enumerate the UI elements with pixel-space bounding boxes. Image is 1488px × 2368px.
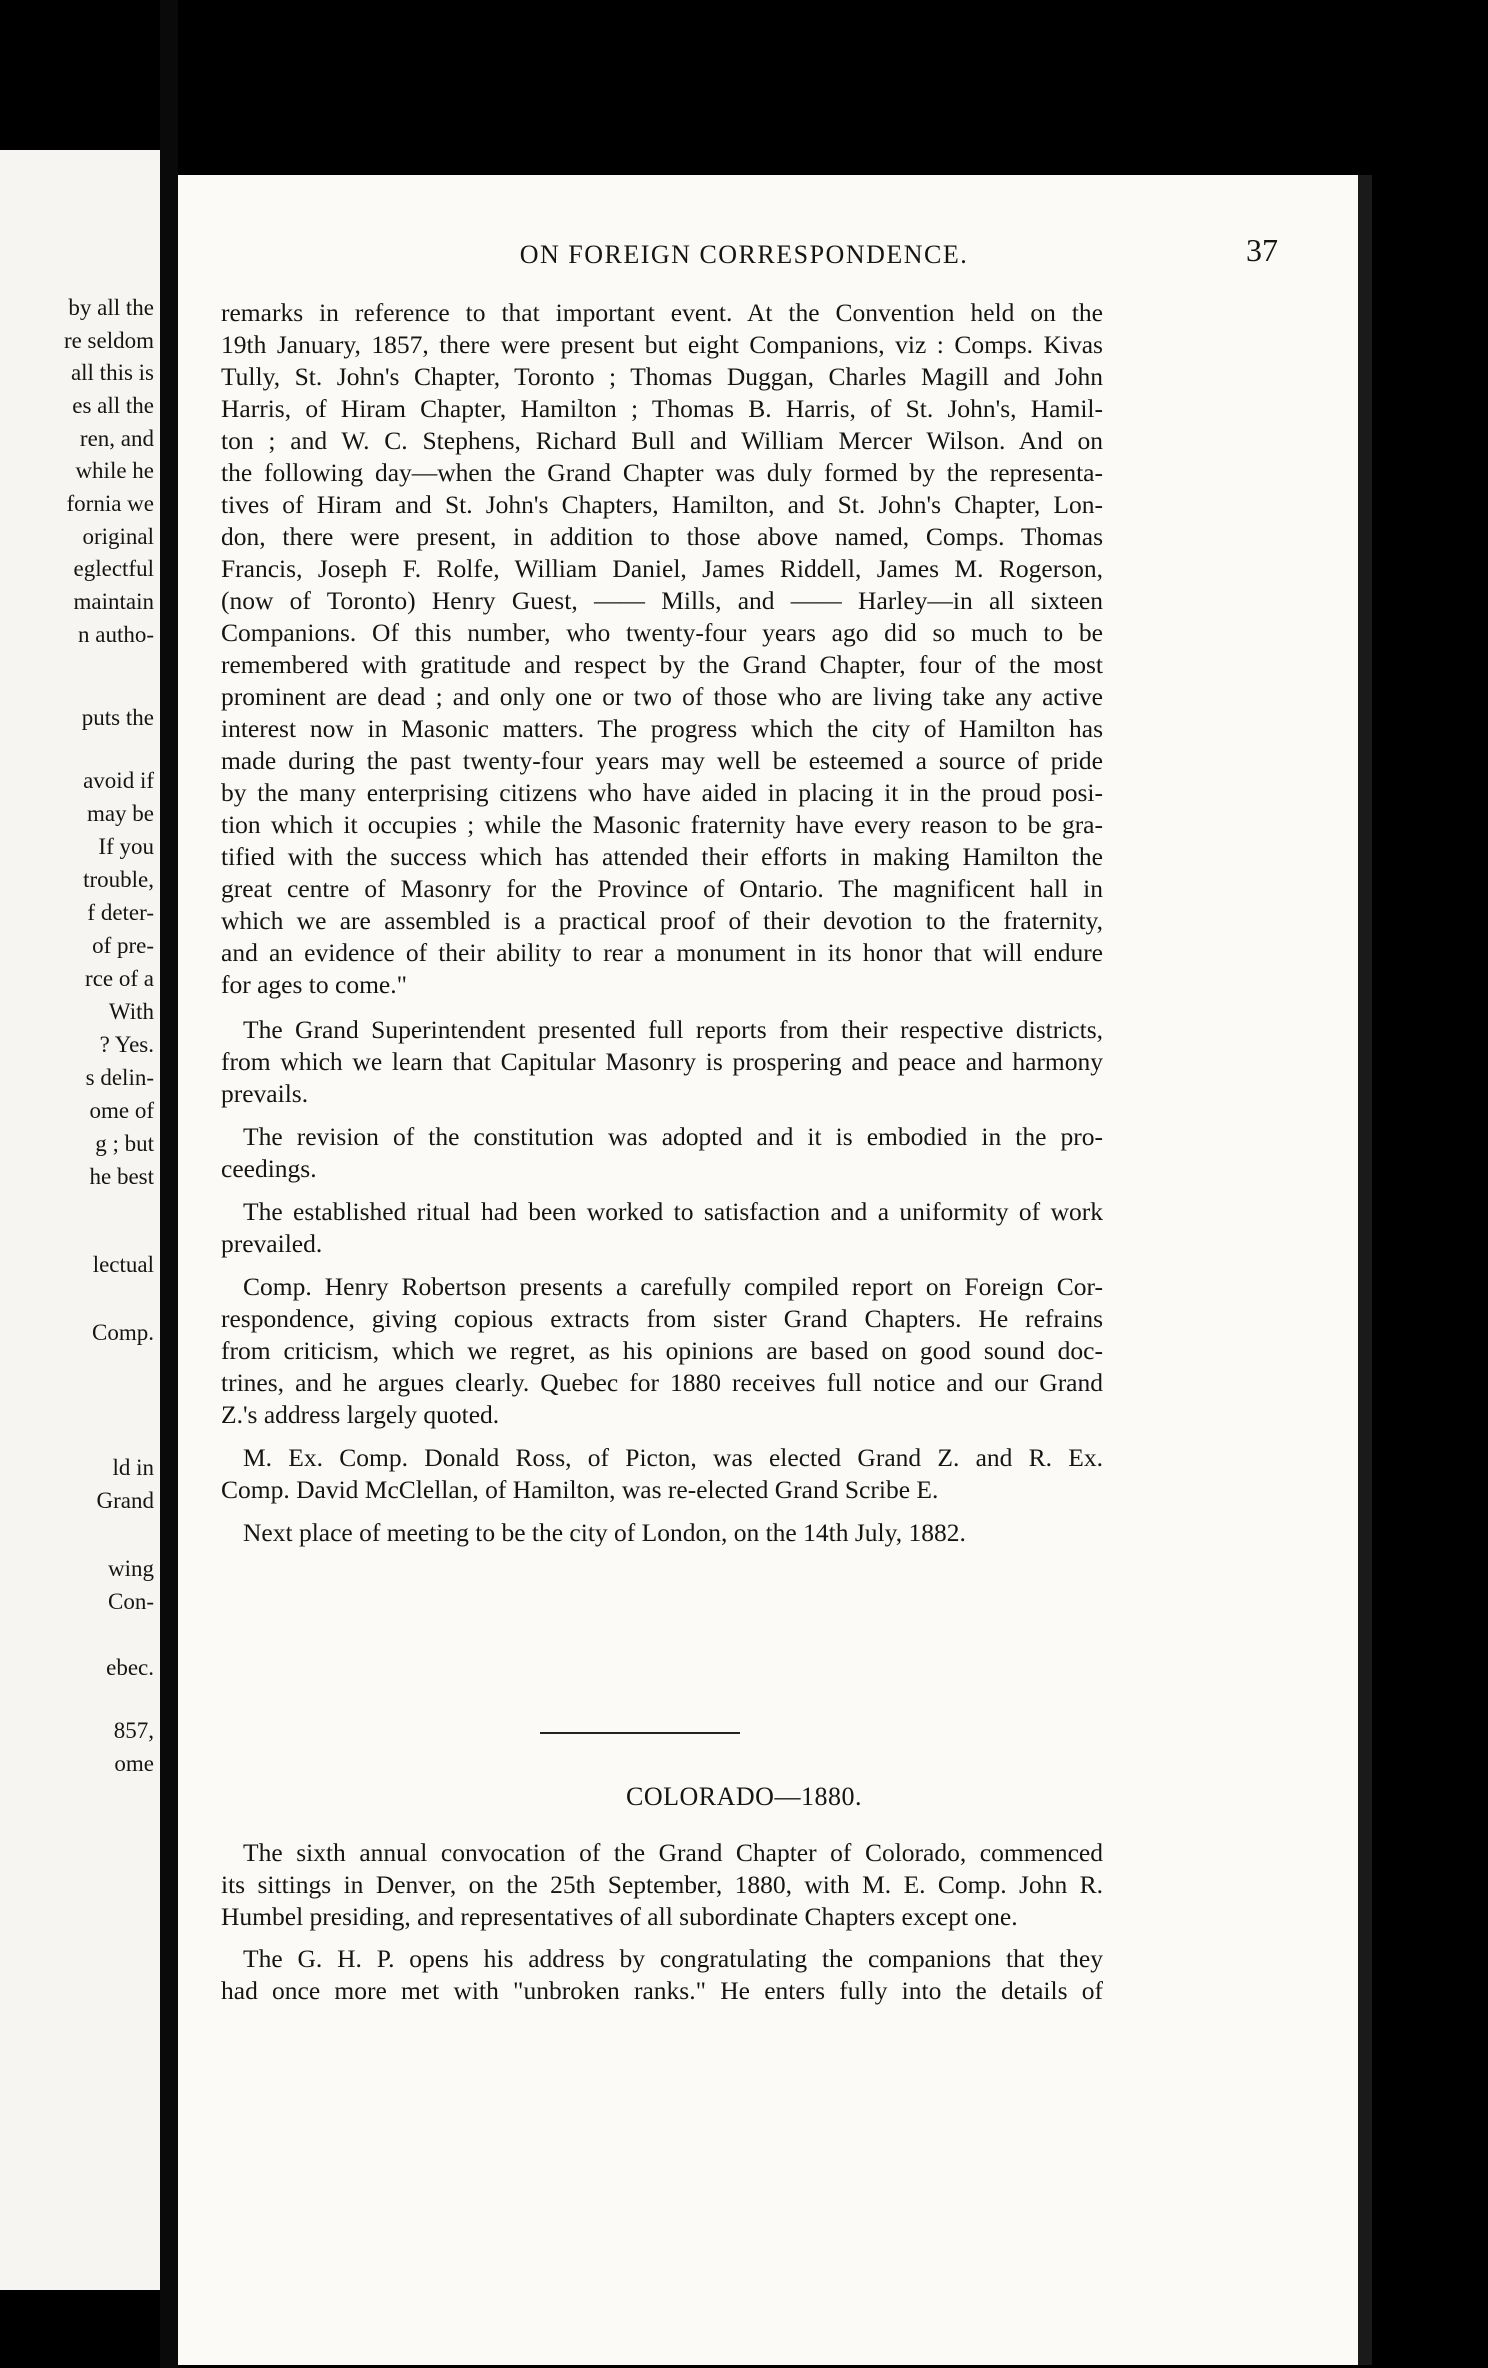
left-page-line: may be xyxy=(86,801,154,826)
body-text-line: from criticism, which we regret, as his opinions are based on good sound doc- xyxy=(221,1336,1103,1365)
body-text-line: M. Ex. Comp. Donald Ross, of Picton, was elected Grand Z. and R. Ex. xyxy=(243,1443,1103,1472)
body-text-line: Tully, St. John's Chapter, Toronto ; Thomas Duggan, Charles Magill and John xyxy=(221,362,1103,391)
body-text-line: Harris, of Hiram Chapter, Hamilton ; Thomas B. Harris, of St. John's, Hamil- xyxy=(221,394,1103,423)
left-page-line: Con- xyxy=(108,1589,154,1614)
body-text-line: and an evidence of their ability to rear a monument in its honor that will endure xyxy=(221,938,1103,967)
left-page-line: all this is xyxy=(70,360,154,385)
body-text-line: trines, and he argues clearly. Quebec for 1880 receives full notice and our Grand xyxy=(221,1368,1103,1397)
left-page-line: of pre- xyxy=(92,933,154,958)
body-text-line: The Grand Superintendent presented full reports from their respective districts, xyxy=(243,1015,1103,1044)
body-text-line: for ages to come." xyxy=(221,970,408,999)
body-text-line: (now of Toronto) Henry Guest, —— Mills, and —— Harley—in all sixteen xyxy=(221,586,1103,615)
body-text-line: The revision of the constitution was adopted and it is embodied in the pro- xyxy=(243,1122,1103,1151)
body-text-line: interest now in Masonic matters. The progress which the city of Hamilton has xyxy=(221,714,1103,743)
body-text-line: made during the past twenty-four years may well be esteemed a source of pride xyxy=(221,746,1103,775)
body-text-line: ton ; and W. C. Stephens, Richard Bull and William Mercer Wilson. And on xyxy=(221,426,1103,455)
body-text-line: prevails. xyxy=(221,1079,309,1108)
left-page-line: lectual xyxy=(92,1252,154,1277)
left-page-line: es all the xyxy=(72,393,154,418)
body-text-line: Companions. Of this number, who twenty-four years ago did so much to be xyxy=(221,618,1103,647)
running-head: ON FOREIGN CORRESPONDENCE. xyxy=(519,240,969,269)
left-page-line: wing xyxy=(108,1556,154,1581)
body-text-line: tion which it occupies ; while the Masonic fraternity have every reason to be gra- xyxy=(221,810,1103,839)
left-page-line: fornia we xyxy=(66,491,154,516)
body-text-line: 19th January, 1857, there were present but eight Companions, viz : Comps. Kivas xyxy=(221,330,1103,359)
body-text-line: Humbel presiding, and representatives of all subordinate Chapters except one. xyxy=(221,1902,1018,1931)
body-text-line: Comp. David McClellan, of Hamilton, was re-elected Grand Scribe E. xyxy=(221,1475,939,1504)
body-text-line: tified with the success which has attended their efforts in making Hamilton the xyxy=(221,842,1103,871)
left-page-line: maintain xyxy=(73,589,154,614)
left-page-line: g ; but xyxy=(95,1131,154,1156)
section-divider xyxy=(540,1732,740,1734)
body-text-line: Comp. Henry Robertson presents a carefully compiled report on Foreign Cor- xyxy=(243,1272,1103,1301)
body-text-line: the following day—when the Grand Chapter was duly formed by the representa- xyxy=(221,458,1103,487)
section-heading: COLORADO—1880. xyxy=(626,1782,862,1811)
body-text-line: tives of Hiram and St. John's Chapters, Hamilton, and St. John's Chapter, Lon- xyxy=(221,490,1103,519)
left-page-line: puts the xyxy=(81,705,154,730)
left-page-line: s delin- xyxy=(85,1065,154,1090)
page-number: 37 xyxy=(1246,232,1278,268)
body-text-line: The established ritual had been worked to satisfaction and a uniformity of work xyxy=(243,1197,1103,1226)
previous-page-fragment xyxy=(0,150,160,2290)
page-edge-shadow xyxy=(1358,175,1372,2365)
body-text-line: ceedings. xyxy=(221,1154,317,1183)
body-text-line: Z.'s address largely quoted. xyxy=(221,1400,500,1429)
left-page-line: Grand xyxy=(96,1488,154,1513)
body-text-line: from which we learn that Capitular Masonry is prospering and peace and harmony xyxy=(221,1047,1103,1076)
left-page-line: while he xyxy=(75,458,154,483)
left-page-line: 857, xyxy=(113,1718,154,1743)
body-text-line: its sittings in Denver, on the 25th September, 1880, with M. E. Comp. John R. xyxy=(221,1870,1103,1899)
body-text-line: prevailed. xyxy=(221,1229,323,1258)
left-page-line: ld in xyxy=(112,1455,154,1480)
left-page-line: ren, and xyxy=(79,426,154,451)
left-page-line: f deter- xyxy=(87,900,154,925)
body-text-line: The G. H. P. opens his address by congratulating the companions that they xyxy=(243,1944,1103,1973)
left-page-line: avoid if xyxy=(83,768,154,793)
body-text-line: respondence, giving copious extracts from sister Grand Chapters. He refrains xyxy=(221,1304,1103,1333)
left-page-line: With xyxy=(108,999,154,1024)
left-page-line: ome xyxy=(114,1751,154,1776)
left-page-line: ? Yes. xyxy=(99,1032,154,1057)
left-page-line: ebec. xyxy=(106,1655,154,1680)
body-text-line: great centre of Masonry for the Province of Ontario. The magnificent hall in xyxy=(221,874,1103,903)
left-page-line: he best xyxy=(89,1164,154,1189)
left-page-line: original xyxy=(82,524,154,549)
body-text-line: Next place of meeting to be the city of London, on the 14th July, 1882. xyxy=(243,1518,966,1547)
left-page-line: ome of xyxy=(89,1098,154,1123)
left-page-line: re seldom xyxy=(63,328,154,353)
left-page-line: n autho- xyxy=(77,622,154,647)
left-page-line: If you xyxy=(98,834,154,859)
left-page-line: by all the xyxy=(68,295,154,320)
left-page-line: rce of a xyxy=(85,966,154,991)
body-text-line: which we are assembled is a practical proof of their devotion to the fraternity, xyxy=(221,906,1103,935)
left-page-line: trouble, xyxy=(83,867,154,892)
body-text-line: Francis, Joseph F. Rolfe, William Daniel, James Riddell, James M. Rogerson, xyxy=(221,554,1103,583)
body-text-line: remarks in reference to that important event. At the Convention held on the xyxy=(221,298,1103,327)
body-text-line: prominent are dead ; and only one or two of those who are living take any active xyxy=(221,682,1103,711)
body-text-line: by the many enterprising citizens who have aided in placing it in the proud posi- xyxy=(221,778,1103,807)
left-page-line: eglectful xyxy=(73,556,154,581)
book-gutter xyxy=(160,0,178,2368)
left-page-line: Comp. xyxy=(92,1320,154,1345)
body-text-line: The sixth annual convocation of the Grand Chapter of Colorado, commenced xyxy=(243,1838,1103,1867)
body-text-line: don, there were present, in addition to those above named, Comps. Thomas xyxy=(221,522,1103,551)
body-text-line: remembered with gratitude and respect by the Grand Chapter, four of the most xyxy=(221,650,1103,679)
body-text-line: had once more met with "unbroken ranks." He enters fully into the details of xyxy=(221,1976,1103,2005)
